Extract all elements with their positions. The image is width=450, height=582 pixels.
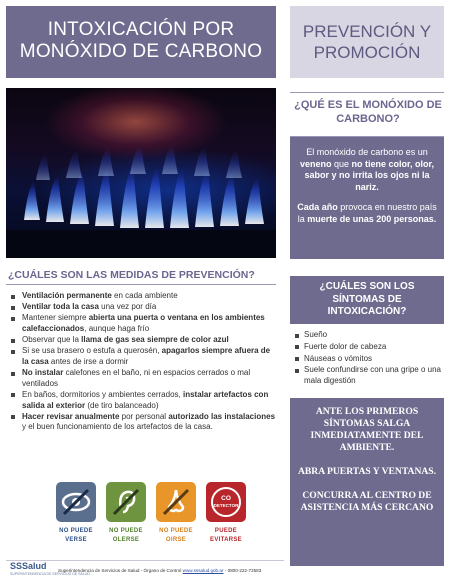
page-title xyxy=(6,6,276,78)
list-item xyxy=(10,313,276,334)
page-title-line1: INTOXICACIÓN POR xyxy=(47,19,235,40)
website-link[interactable]: www.sssalud.gob.ar xyxy=(182,568,224,573)
divider xyxy=(290,92,444,93)
icon-label-line2: VERSE xyxy=(65,537,87,543)
list-item xyxy=(10,291,276,302)
sssalud-logo-subtext: SUPERINTENDENCIA DE SERVICIOS DE SALUD xyxy=(10,572,90,576)
text-span: una vez por día xyxy=(98,302,157,312)
text-span: Mantener siempre xyxy=(22,313,89,323)
text-span: Si se usa brasero o estufa a querosén, xyxy=(22,346,162,356)
text-bold: autorizado las instalaciones xyxy=(168,411,276,421)
alert-paragraph: CONCURRA AL CENTRO DE ASISTENCIA MÁS CERCANO xyxy=(300,490,434,513)
icon-label-line1: PUEDE xyxy=(214,528,238,534)
what-is-heading-line2: CARBONO? xyxy=(336,113,400,125)
list-item: Náuseas o vómitos xyxy=(294,354,444,364)
text-bold: No instalar xyxy=(22,368,64,378)
text-bold: veneno xyxy=(299,158,332,169)
list-item: Fuerte dolor de cabeza xyxy=(294,342,444,352)
sssalud-logo: SSSalud xyxy=(10,561,47,571)
page-title-line2: MONÓXIDO DE CARBONO xyxy=(19,41,263,62)
text-bold: instalar artefactos con salida al exterior xyxy=(22,389,269,410)
symptoms-heading-line3: INTOXICACIÓN? xyxy=(327,306,407,317)
flame-illustration xyxy=(6,88,276,258)
text-bold: no tiene color, olor, sabor y no irrita los ojos ni la nariz. xyxy=(304,158,435,192)
definition-box xyxy=(290,137,444,259)
list-item: Sueño xyxy=(294,330,444,340)
alert-paragraph: ANTE LOS PRIMEROS SÍNTOMAS SALGA INMEDIATAMENTE DEL AMBIENTE. xyxy=(310,406,424,453)
section-badge-line1: PREVENCIÓN Y xyxy=(302,22,432,41)
what-is-heading xyxy=(292,98,444,126)
warning-icons xyxy=(52,482,252,542)
text-bold: Ventilar toda la casa xyxy=(22,302,99,312)
gas-flame-photo xyxy=(6,88,276,258)
text-span: en cada ambiente xyxy=(111,291,178,300)
text-bold: muerte de unas 200 personas. xyxy=(307,213,437,224)
text-bold: apagarlos siempre afuera de la casa xyxy=(22,346,271,366)
nose-crossed-icon xyxy=(156,482,196,522)
co-detector-badge-line2: DETECTOR xyxy=(213,503,239,508)
measures-list xyxy=(10,291,276,433)
footer-label: Superintendencia de Servicios de Salud - Órgano de Control xyxy=(58,568,183,573)
definition-paragraph xyxy=(297,147,437,193)
footer-text xyxy=(58,568,261,573)
text-span: (de tiro balanceado) xyxy=(85,400,159,410)
divider xyxy=(6,284,276,285)
icon-label-line2: OLERSE xyxy=(112,537,140,543)
ear-crossed-icon xyxy=(106,482,146,522)
text-bold: llama de gas sea siempre de color azul xyxy=(81,335,229,345)
text-bold: Hacer revisar anualmente xyxy=(22,411,120,421)
section-badge xyxy=(290,6,444,78)
list-item xyxy=(10,412,276,433)
text-span: por personal xyxy=(119,411,169,421)
text-bold: Cada año xyxy=(297,202,338,212)
list-item xyxy=(10,302,276,313)
text-bold: Ventilación permanente xyxy=(22,291,112,300)
list-item xyxy=(10,390,276,411)
text-span: calefones en el baño, ni en espacios cerrados o mal ventilados xyxy=(22,368,251,388)
co-detector-icon xyxy=(206,482,246,522)
icon-label-line2: OIRSE xyxy=(165,537,187,543)
deaths-paragraph xyxy=(297,202,437,225)
list-item xyxy=(10,368,276,389)
icon-label xyxy=(52,527,100,545)
divider xyxy=(6,560,284,561)
what-is-heading-line1: ¿QUÉ ES EL MONÓXIDO DE xyxy=(294,99,442,111)
text-span: El monóxido de carbono es un xyxy=(306,147,428,157)
text-span: que xyxy=(331,158,352,169)
icon-label xyxy=(152,527,200,545)
symptoms-list xyxy=(294,330,444,387)
text-span: provoca en nuestro país la xyxy=(297,202,437,224)
symptoms-heading-line2: SÍNTOMAS DE xyxy=(332,293,402,305)
icon-label-line1: NO PUEDE xyxy=(59,528,93,534)
co-detector-badge-line1: CO xyxy=(221,495,231,502)
eye-crossed-icon xyxy=(56,482,96,522)
text-bold: abierta una puerta o ventana en los ambientes calefaccionados xyxy=(22,313,265,333)
icon-label xyxy=(102,527,150,545)
icon-label-line2: EVITARSE xyxy=(210,537,242,543)
icon-label xyxy=(202,527,250,545)
text-span: antes de irse a dormir xyxy=(48,356,129,366)
icon-label-line1: NO PUEDE xyxy=(109,528,143,534)
text-span: , aunque haga frío xyxy=(84,323,150,333)
text-span: En baños, dormitorios y ambientes cerrados, xyxy=(22,389,183,399)
alert-paragraph: ABRA PUERTAS Y VENTANAS. xyxy=(297,466,437,477)
text-span: y el buen funcionamiento de los artefactos de la casa. xyxy=(22,422,213,432)
section-badge-line2: PROMOCIÓN xyxy=(313,43,421,62)
symptoms-heading-line1: ¿CUÁLES SON LOS xyxy=(319,281,415,292)
list-item xyxy=(10,335,276,346)
list-item: Suele confundirse con una gripe o una mala digestión xyxy=(294,365,444,386)
text-span: Observar que la xyxy=(22,335,82,345)
icon-label-line1: NO PUEDE xyxy=(159,528,193,534)
symptoms-heading xyxy=(290,276,444,324)
emergency-instructions-box xyxy=(290,398,444,566)
list-item xyxy=(10,346,276,367)
measures-heading: ¿CUÁLES SON LAS MEDIDAS DE PREVENCIÓN? xyxy=(8,269,255,281)
footer-phone: - 0800-222-72583 xyxy=(223,568,262,573)
